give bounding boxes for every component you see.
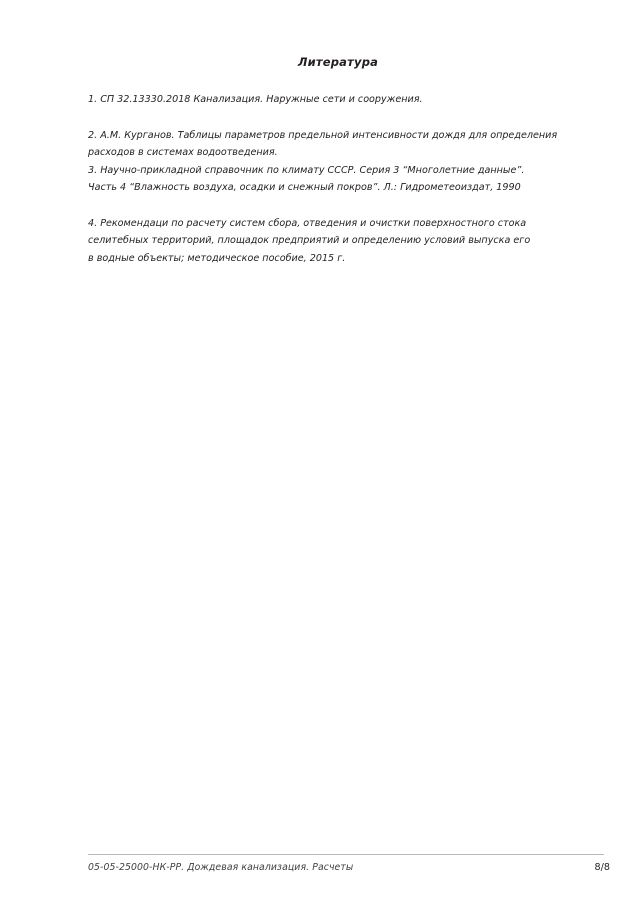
spacer: [88, 197, 588, 215]
reference-line: расходов в системах водоотведения.: [88, 147, 278, 158]
spacer: [88, 109, 588, 127]
page-footer: [88, 854, 610, 873]
reference-item: [88, 91, 588, 109]
reference-line: Часть 4 “Влажность воздуха, осадки и снежный покров”. Л.: Гидрометеоиздат, 1990: [88, 182, 521, 193]
reference-line: селитебных территорий, площадок предприятий и определению условий выпуска его: [88, 235, 531, 246]
reference-line: 2. А.М. Курганов. Таблицы параметров предельной интенсивности дождя для определения: [88, 129, 558, 141]
footer-divider: [88, 854, 604, 855]
footer-row: [88, 862, 610, 873]
reference-line: 1. СП 32.13330.2018 Канализация. Наружные сети и сооружения.: [88, 94, 423, 105]
reference-line: в водные объекты; методическое пособие, 2015 г.: [88, 252, 346, 264]
reference-item: [88, 215, 588, 268]
reference-item: [88, 162, 588, 197]
reference-line: 3. Научно-прикладной справочник по климату СССР. Серия 3 “Многолетние данные”.: [88, 164, 525, 176]
reference-line: 4. Рекомендаци по расчету систем сбора, отведения и очистки поверхностного стока: [88, 217, 527, 229]
footer-project-label: 05-05-25000-НК-РР. Дождевая канализация. Расчеты: [88, 862, 354, 873]
page-title: Литература: [297, 55, 379, 69]
reference-item: [88, 127, 588, 162]
footer-page-number: 8/8: [594, 862, 610, 873]
document-content: [88, 55, 588, 267]
